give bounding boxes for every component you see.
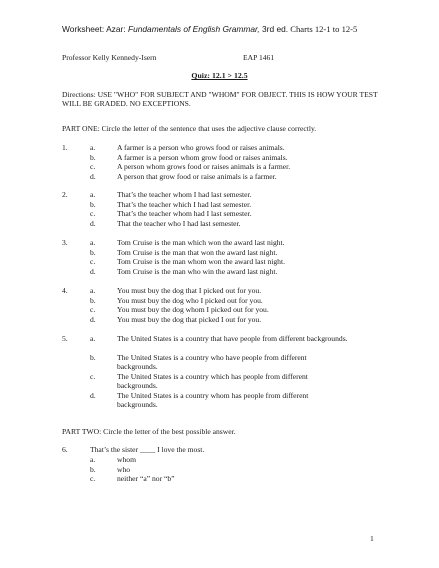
question-stem: That’s the sister ____ I love the most. — [90, 445, 205, 454]
question-number: 5. — [62, 334, 68, 343]
option-text: You must buy the dog that I picked out for you. — [117, 286, 262, 295]
directions: Directions: USE "WHO" FOR SUBJECT AND "WHOM" FOR OBJECT. THIS IS HOW YOUR TEST WILL BE GRADED. NO EXCEPTIONS. — [62, 90, 378, 109]
question-number: 4. — [62, 286, 68, 295]
option-text: neither “a” nor “b” — [117, 474, 175, 483]
option-text: That’s the teacher which I had last semester. — [117, 199, 252, 209]
part-two-heading: PART TWO: Circle the letter of the best possible answer. — [62, 427, 236, 436]
option-text: The United States is a country who have people from different backgrounds. — [117, 353, 307, 372]
option-letter: a. — [90, 455, 96, 464]
part-one-heading: PART ONE: Circle the letter of the sentence that uses the adjective clause correctly. — [62, 124, 317, 133]
question-number: 6. — [62, 445, 68, 454]
option-text: You must buy the dog who I picked out for you. — [117, 295, 263, 305]
option-letter: a. — [90, 143, 96, 152]
option-text: A farmer is a person who grows food or raises animals. — [117, 143, 285, 152]
option-text: A farmer is a person whom grow food or raises animals. — [117, 152, 288, 162]
option-text: A person whom grows food or raises animals is a farmer. — [117, 162, 291, 171]
option-letter: d. — [90, 314, 96, 324]
header-book-title: Fundamentals of English Grammar, — [127, 24, 260, 34]
option-text: That the teacher who I had last semester. — [117, 218, 241, 228]
option-letter: a. — [90, 190, 96, 199]
option-text: You must buy the dog that picked I out for you. — [117, 314, 262, 324]
option-text: who — [117, 464, 131, 474]
option-text: You must buy the dog whom I picked out for you. — [117, 305, 269, 314]
option-letter: b. — [90, 464, 96, 474]
option-text: A person that grow food or raise animals is a farmer. — [117, 171, 277, 181]
option-letter: c. — [90, 162, 96, 171]
option-letter: c. — [90, 257, 96, 266]
option-text: The United States is a country that have people from different backgrounds. — [117, 334, 348, 343]
option-text: That’s the teacher whom I had last semester. — [117, 190, 252, 199]
page-number: 1 — [370, 534, 374, 543]
question-number: 3. — [62, 238, 68, 247]
option-letter: c. — [90, 209, 96, 218]
option-text: That’s the teacher whom had I last semester. — [117, 209, 252, 218]
header-prefix: Worksheet: Azar: — [62, 24, 128, 34]
option-letter: c. — [90, 474, 96, 483]
option-text: Tom Cruise is the man who win the award last night. — [117, 266, 278, 276]
option-letter: b. — [90, 247, 96, 257]
option-text: whom — [117, 455, 136, 464]
option-text: Tom Cruise is the man which won the award last night. — [117, 238, 285, 247]
header-charts: Charts 12-1 to 12-5 — [290, 24, 358, 34]
option-letter: c. — [90, 305, 96, 314]
course-code: EAP 1461 — [243, 53, 275, 62]
header-edition: 3rd ed. — [259, 24, 289, 34]
option-text: Tom Cruise is the man that won the award last night. — [117, 247, 278, 257]
option-letter: b. — [90, 199, 96, 209]
option-letter: b. — [90, 295, 96, 305]
page-header — [62, 24, 357, 34]
option-letter: b. — [90, 353, 96, 362]
option-letter: d. — [90, 218, 96, 228]
option-letter: d. — [90, 266, 96, 276]
question-number: 2. — [62, 190, 68, 199]
professor-name: Professor Kelly Kennedy-Isern — [62, 53, 157, 62]
option-text: The United States is a country whom has people from different backgrounds. — [117, 391, 309, 410]
option-letter: d. — [90, 391, 96, 400]
question-number: 1. — [62, 143, 68, 152]
quiz-title: Quiz: 12.1 > 12.5 — [191, 71, 248, 80]
option-letter: d. — [90, 171, 96, 181]
option-letter: c. — [90, 372, 96, 381]
option-letter: a. — [90, 238, 96, 247]
option-text: The United States is a country which has people from different backgrounds. — [117, 372, 308, 391]
option-text: Tom Cruise is the man whom won the award last night. — [117, 257, 285, 266]
option-letter: a. — [90, 334, 96, 343]
option-letter: a. — [90, 286, 96, 295]
option-letter: b. — [90, 152, 96, 162]
